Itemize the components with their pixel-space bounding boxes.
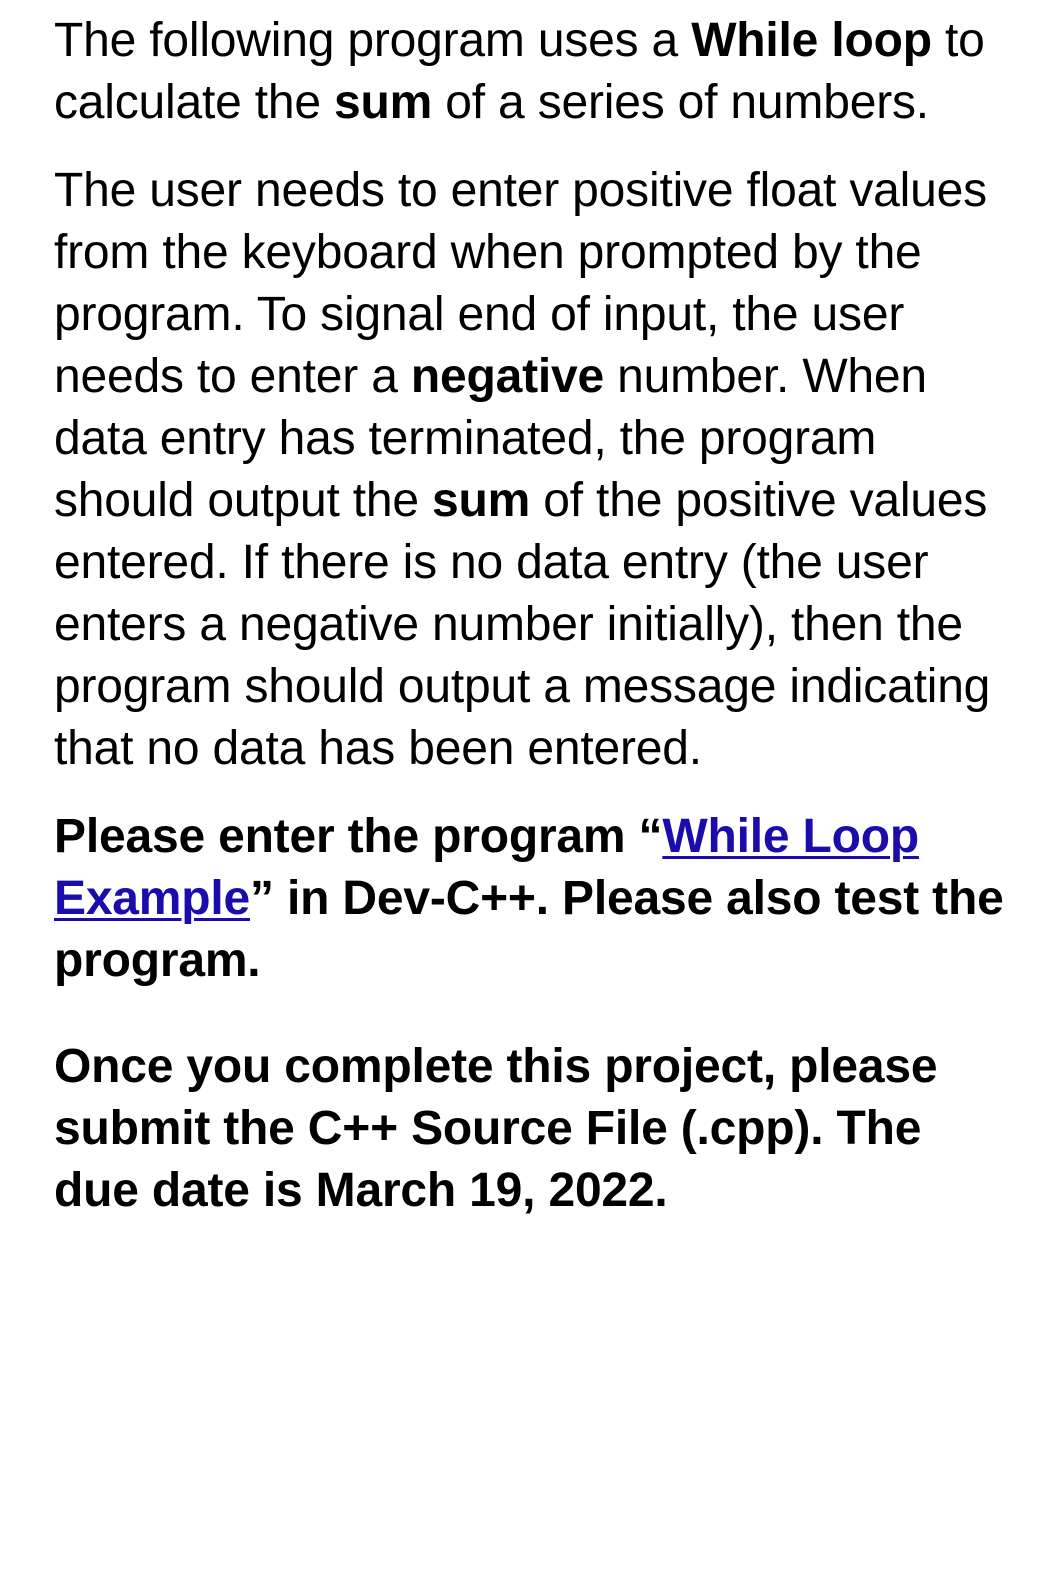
instruction-text-2: ” in Dev-C++. Please also test the program. bbox=[54, 872, 1004, 987]
sum-term: sum bbox=[334, 76, 433, 129]
while-loop-term: While loop bbox=[691, 14, 932, 67]
submission-paragraph: Once you complete this project, please submit the C++ Source File (.cpp). The due date is March 19, 2022. bbox=[54, 1040, 938, 1217]
intro-text-3: of a series of numbers. bbox=[432, 76, 929, 129]
requirements-text-2: number. When data entry has terminated, the program should output the bbox=[54, 350, 927, 527]
negative-term: negative bbox=[410, 350, 605, 403]
requirements-text-3: of the positive values entered. If there is no data entry (the user enters a negative number initially), then the program should output a message indicating that no data has been entered. bbox=[54, 474, 991, 775]
while-loop-example-link[interactable]: While Loop Example bbox=[54, 810, 919, 925]
requirements-paragraph bbox=[54, 160, 1017, 780]
requirements-text-1: The user needs to enter positive float values from the keyboard when prompted by the program. To signal end of input, the user needs to enter a bbox=[54, 164, 987, 403]
sum-term-2: sum bbox=[432, 474, 531, 527]
intro-paragraph bbox=[54, 10, 1017, 134]
instruction-paragraph bbox=[54, 806, 1017, 992]
intro-text-2: to calculate the bbox=[54, 14, 985, 129]
instruction-text-1: Please enter the program “ bbox=[54, 810, 663, 863]
intro-text-1: The following program uses a bbox=[54, 14, 692, 67]
